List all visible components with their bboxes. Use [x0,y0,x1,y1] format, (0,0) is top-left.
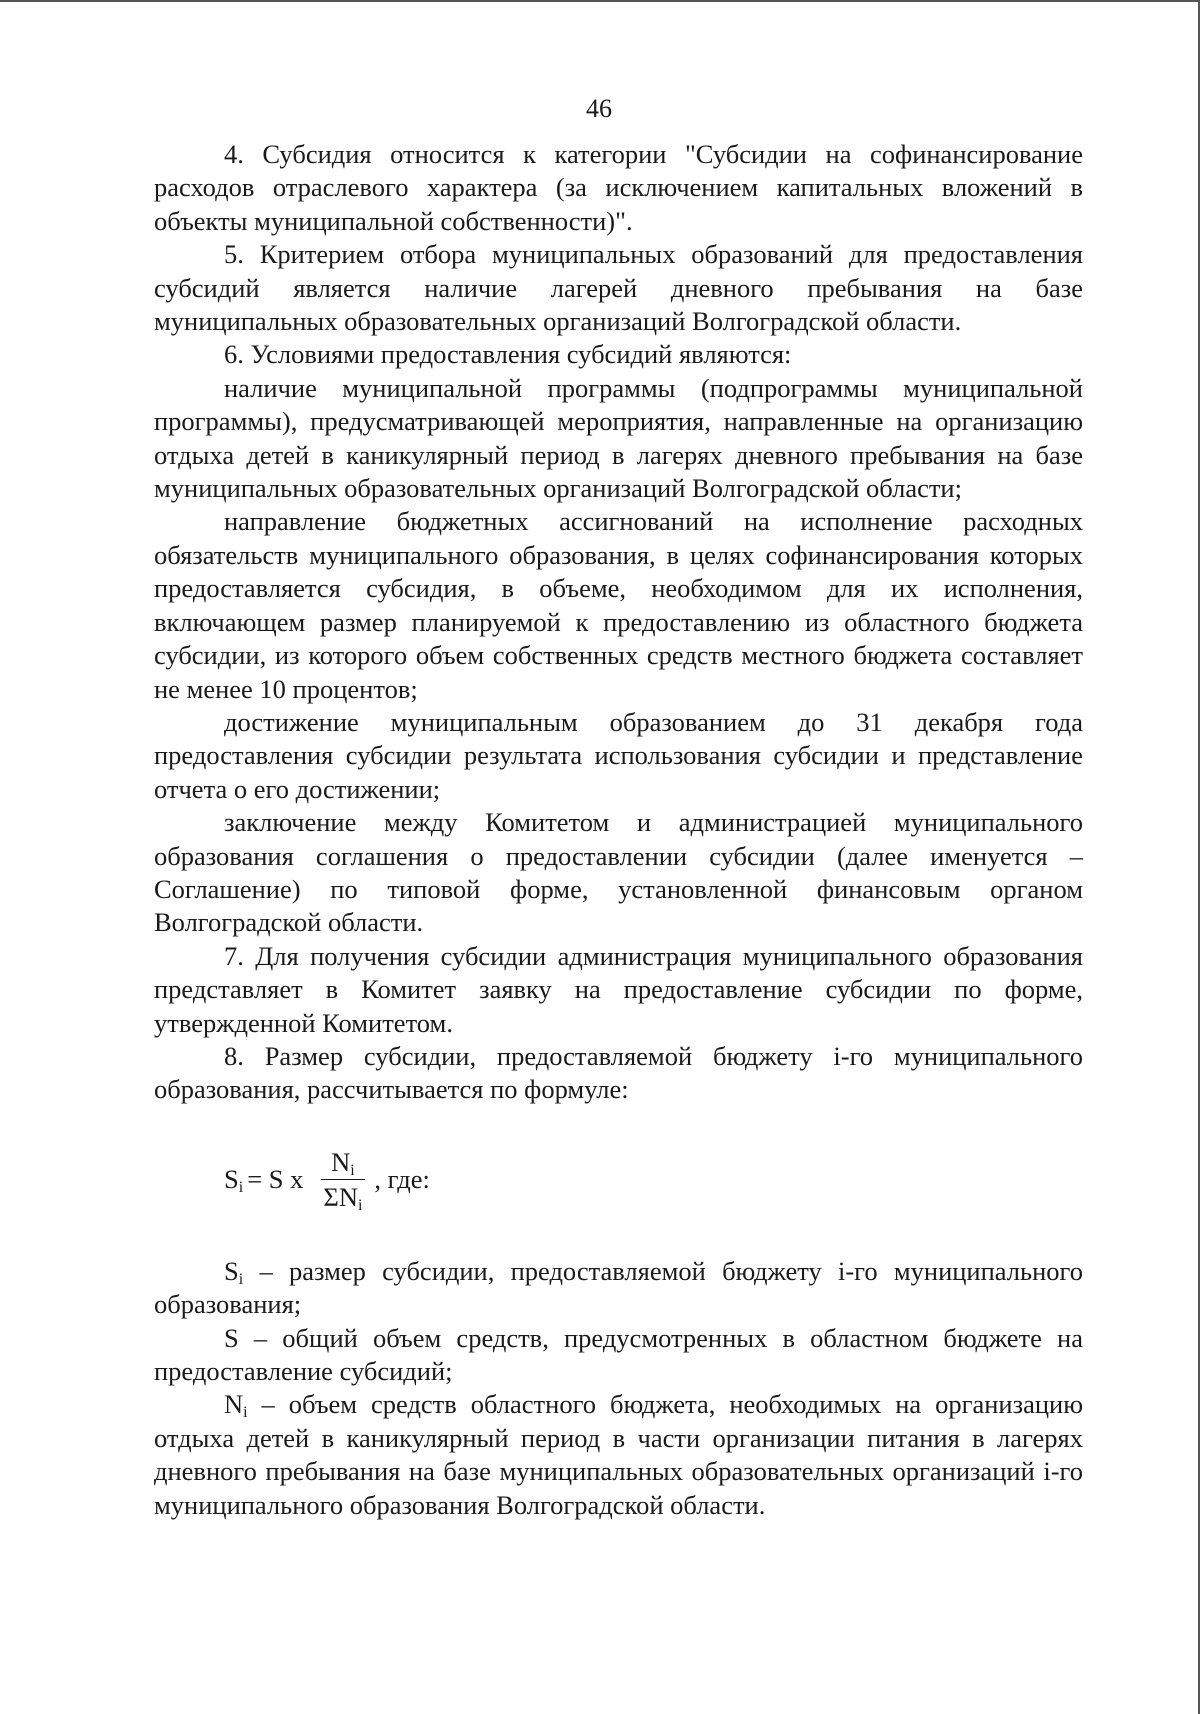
paragraph-6-budget: направление бюджетных ассигнований на исполнение расходных обязательств муниципального образования, в целях софинансирования которых предоставляется субсидия, в объеме, необходимом для их исполнения, включающем размер планируемой к предоставлению из областного бюджета субсидии, из которого объем собственных средств местного бюджета составляет не менее 10 процентов; [154,506,1083,704]
subsidy-formula [224,1145,1083,1215]
formula-suffix: , где: [374,1164,430,1195]
paragraph-4: 4. Субсидия относится к категории "Субсидии на софинансирование расходов отраслевого характера (за исключением капитальных вложений в объекты муниципальной собственности)". [154,139,1083,236]
formula-middle: = S x [247,1164,304,1195]
definition-si: $S_i$ – размер субсидии, предоставляемой бюджету i-го муниципального образования; [154,1255,1083,1320]
formula-denominator: $\Sigma N_i$ [323,1182,363,1215]
paragraph-6: 6. Условиями предоставления субсидий являются: [224,339,792,370]
definition-ni: $N_i$ – объем средств областного бюджета, необходимых на организацию отдыха детей в каникулярный период в части организации питания в лагерях дневного пребывания на базе муниципальных образовательных организаций i-го муниципального образования Волгоградской области. [154,1389,1083,1520]
formula-numerator: $N_i$ [321,1147,365,1180]
definition-s: S – общий объем средств, предусмотренных в областном бюджете на предоставление субсидий; [154,1322,1083,1386]
paragraph-6-program: наличие муниципальной программы (подпрограммы муниципальной программы), предусматривающей мероприятия, направленные на организацию отдыха детей в каникулярный период в лагерях дневного пребывания на базе муниципальных образовательных организаций Волгоградской области; [154,372,1083,504]
paragraph-6-agreement: заключение между Комитетом и администрацией муниципального образования соглашения о предоставлении субсидии (далее именуется – Соглашение) по типовой форме, установленной финансовым органом Волгоградской области. [154,807,1083,938]
paragraph-7: 7. Для получения субсидии администрация муниципального образования представляет в Комитет заявку на предоставление субсидии по форме, утвержденной Комитетом. [154,940,1083,1038]
paragraph-8: 8. Размер субсидии, предоставляемой бюджету i-го муниципального образования, рассчитывается по формуле: [154,1040,1083,1105]
formula-lhs: $S_i$ [224,1164,244,1197]
paragraph-6-result: достижение муниципальным образованием до 31 декабря года предоставления субсидии результата использования субсидии и представление отчета о его достижении; [154,706,1083,804]
page-number: 46 [586,94,612,123]
formula-fraction [317,1147,368,1215]
paragraph-5: 5. Критерием отбора муниципальных образований для предоставления субсидий является наличие лагерей дневного пребывания на базе муниципальных образовательных организаций Волгоградской области. [154,239,1083,337]
document-body [154,138,1083,1522]
